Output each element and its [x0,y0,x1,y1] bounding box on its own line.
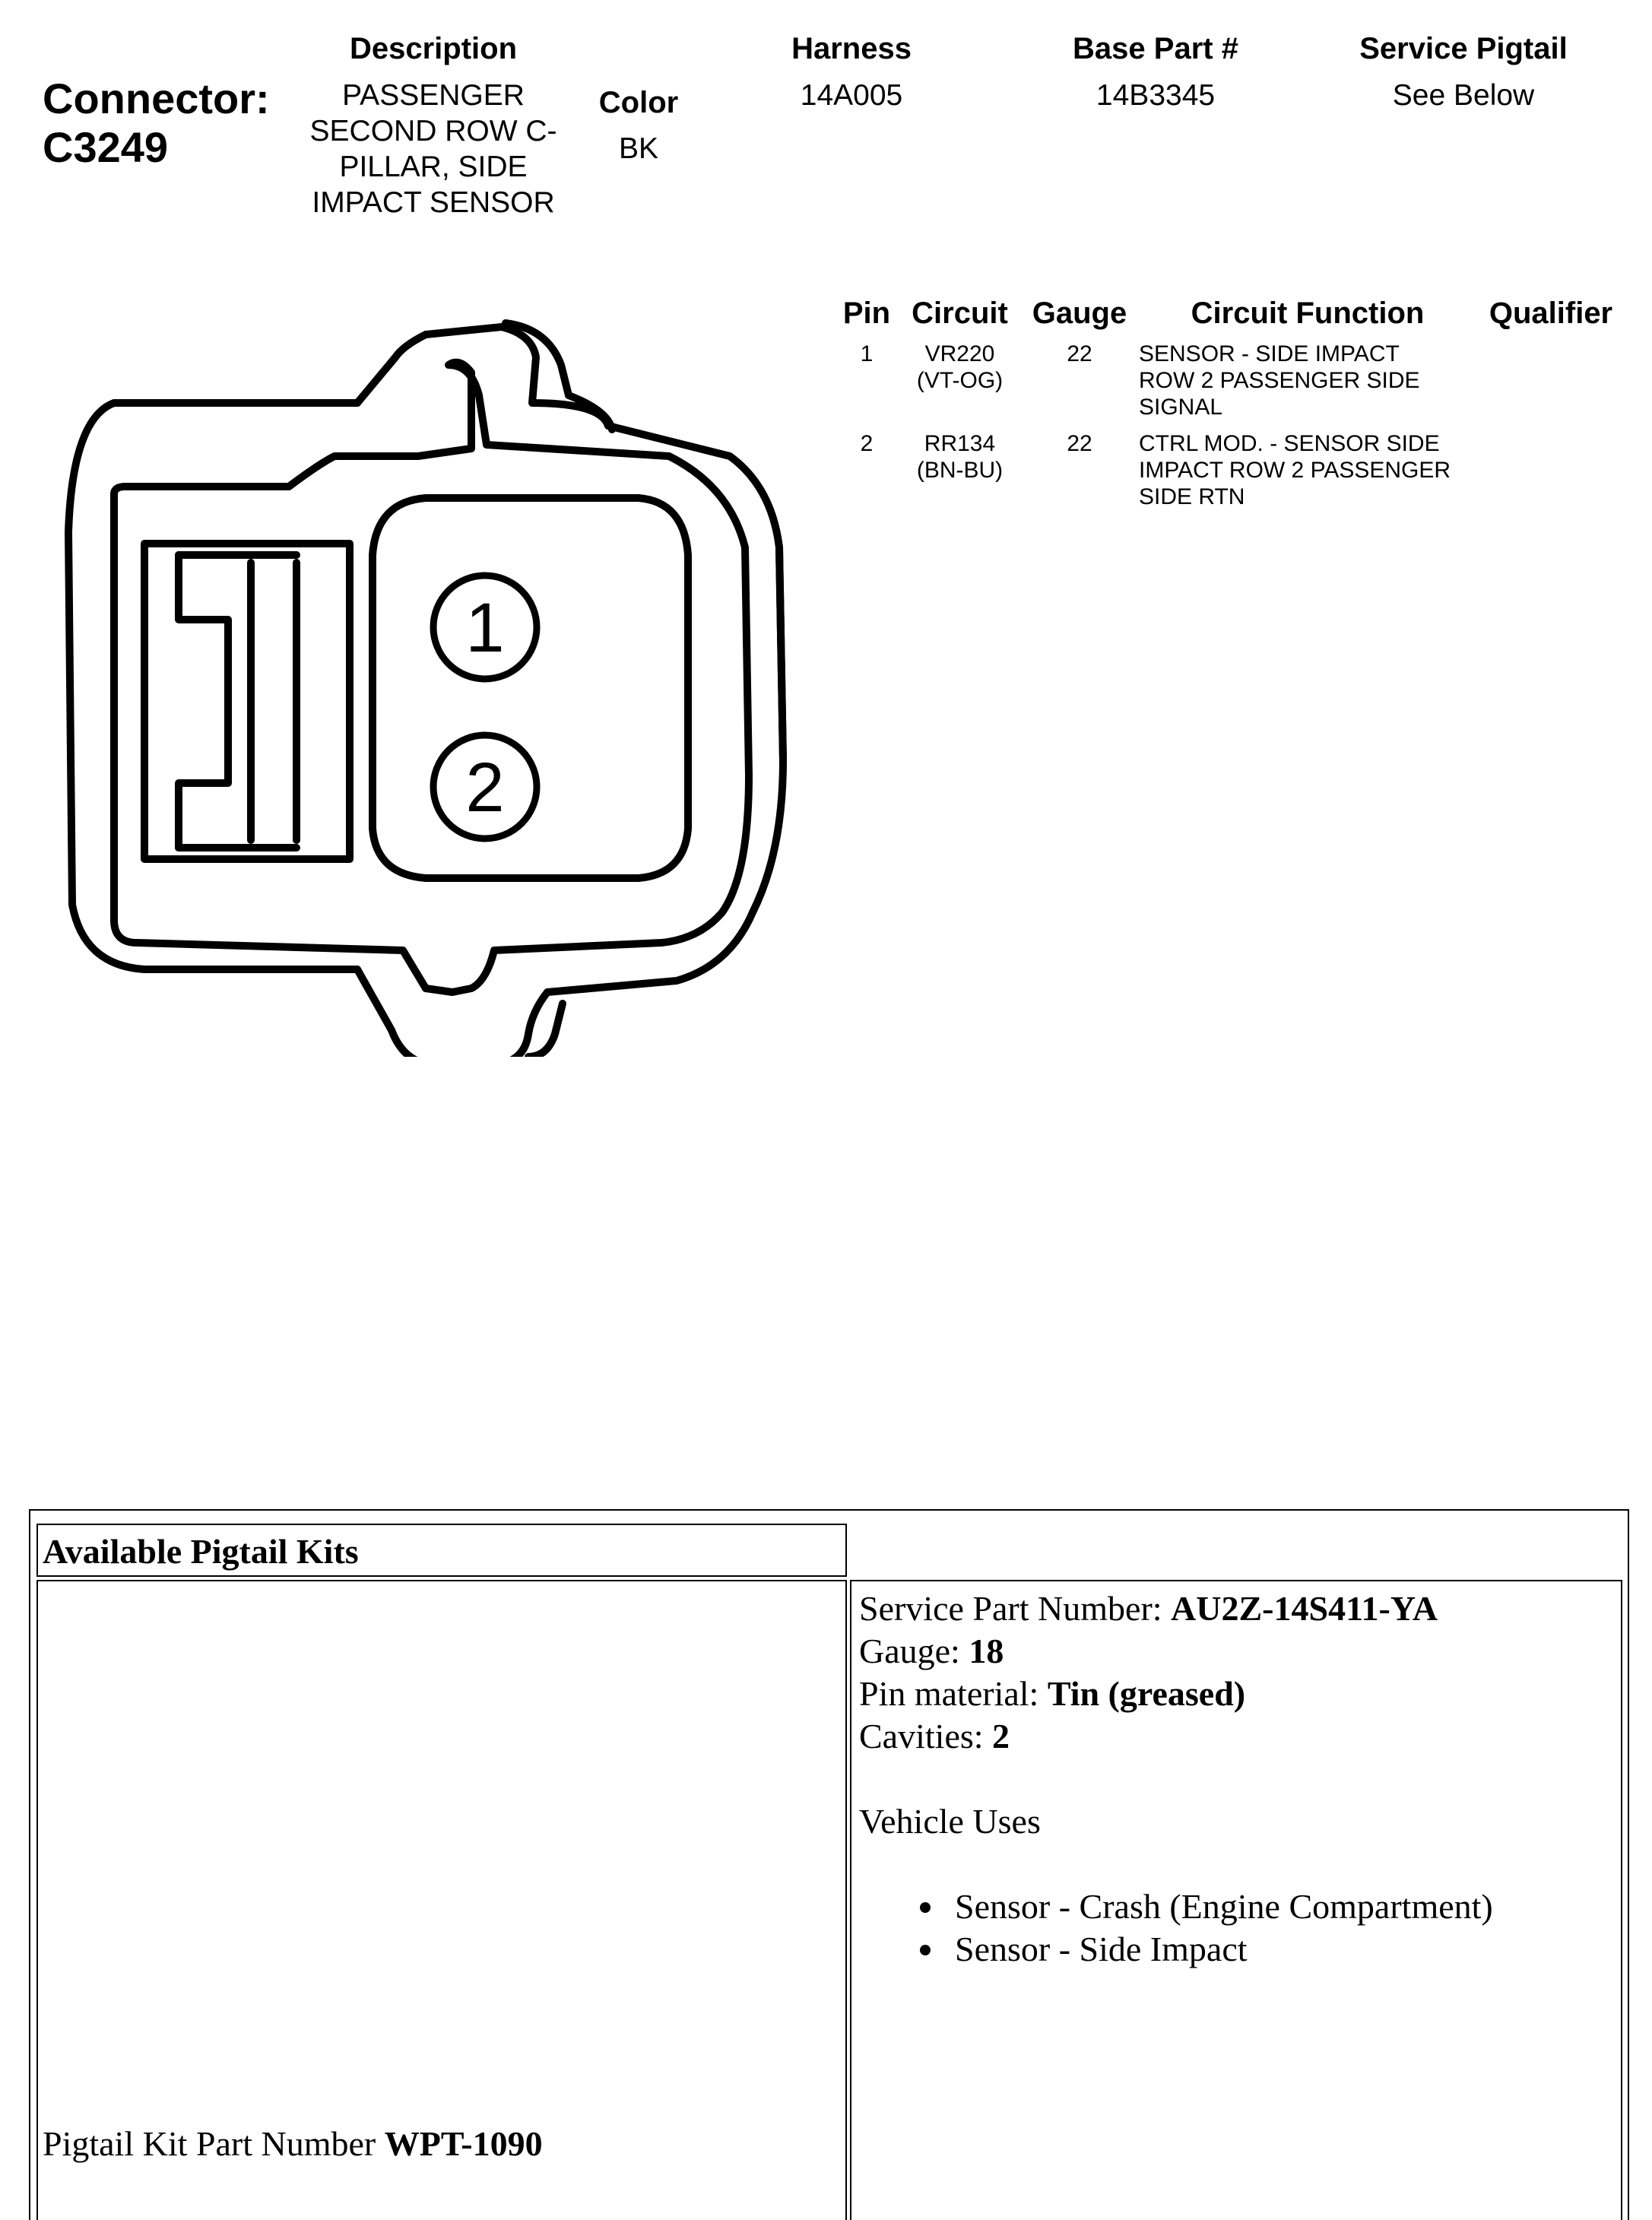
pin-material-spec [859,1673,1493,1715]
function-line: SIDE RTN [1139,484,1245,509]
bullet-icon [920,1902,931,1913]
connector-label: Connector: [43,75,270,122]
cavities-spec [859,1715,1493,1758]
base-part-value: 14B3345 [1096,79,1216,112]
pin-number: 1 [860,341,874,366]
function-line: CTRL MOD. - SENSOR SIDE [1139,431,1440,456]
description-line: PASSENGER [342,79,525,112]
vehicle-uses-list [859,1885,1493,1971]
description-line: IMPACT SENSOR [312,186,555,219]
service-part-number [859,1587,1493,1630]
gauge-label: Gauge: [859,1632,969,1670]
circuit-color: (BN-BU) [916,458,1004,483]
harness-header: Harness [791,32,912,65]
gauge-value: 18 [969,1632,1004,1670]
list-item [859,1885,1493,1928]
kit-part-label: Pigtail Kit Part Number [43,2124,385,2163]
bullet-icon [920,1945,931,1955]
housing-rim [779,547,783,760]
circuit-color: (VT-OG) [916,368,1004,393]
pin-1-label: 1 [465,589,505,667]
list-item [859,1928,1493,1971]
color-value: BK [618,132,659,165]
housing-inner-outline [114,363,749,992]
service-part-value: AU2Z-14S411-YA [1171,1589,1438,1628]
gauge-column-header: Gauge [1032,297,1127,330]
gauge-value: 22 [1067,431,1092,456]
pigtail-title: Available Pigtail Kits [43,1532,359,1571]
function-line: SIGNAL [1139,395,1223,420]
cavities-value: 2 [992,1717,1010,1755]
vehicle-use-text: Sensor - Crash (Engine Compartment) [955,1887,1493,1926]
connector-title [43,75,270,172]
circuit-id [901,430,1019,484]
harness-value: 14A005 [800,79,903,112]
circuit-function [1139,430,1473,510]
service-pigtail-value: See Below [1392,79,1535,112]
pin-number: 2 [860,431,874,456]
connector-face-diagram [61,312,806,1057]
color-header: Color [598,86,679,119]
service-part-label: Service Part Number: [859,1589,1172,1628]
cavity-block [373,498,688,878]
function-line: SENSOR - SIDE IMPACT [1139,341,1400,366]
circuit-function [1139,341,1473,420]
pin-material-value: Tin (greased) [1047,1674,1246,1713]
pigtail-specs [859,1587,1493,1971]
description-header: Description [349,32,518,65]
pin-2-label: 2 [465,749,505,826]
connector-id: C3249 [43,123,169,171]
gauge-value: 22 [1067,341,1092,366]
circuit-function-column-header: Circuit Function [1191,297,1425,330]
description-line: PILLAR, SIDE [339,151,528,183]
pigtail-kit-part-number [43,2123,543,2165]
base-part-header: Base Part # [1073,32,1238,65]
service-pigtail-header: Service Pigtail [1359,32,1568,65]
pigtail-image-cell [36,1580,847,2220]
cavities-label: Cavities: [859,1717,993,1755]
pigtail-spec-cell [850,1580,1622,2220]
circuit-id [901,341,1019,394]
circuit-column-header: Circuit [912,297,1008,330]
function-line: ROW 2 PASSENGER SIDE [1139,368,1420,393]
vehicle-uses-heading: Vehicle Uses [859,1802,1041,1841]
description-value [281,78,585,220]
circuit-code: RR134 [924,431,996,456]
qualifier-column-header: Qualifier [1489,297,1613,330]
pin-column-header: Pin [842,297,891,330]
latch-outline [179,555,228,848]
circuit-code: VR220 [924,341,995,366]
description-line: SECOND ROW C- [309,115,557,147]
kit-part-value: WPT-1090 [384,2124,543,2163]
pigtail-title-cell [36,1524,847,1577]
vehicle-use-text: Sensor - Side Impact [955,1930,1248,1968]
gauge-spec [859,1630,1493,1673]
pin-material-label: Pin material: [859,1674,1048,1713]
function-line: IMPACT ROW 2 PASSENGER [1139,458,1451,483]
